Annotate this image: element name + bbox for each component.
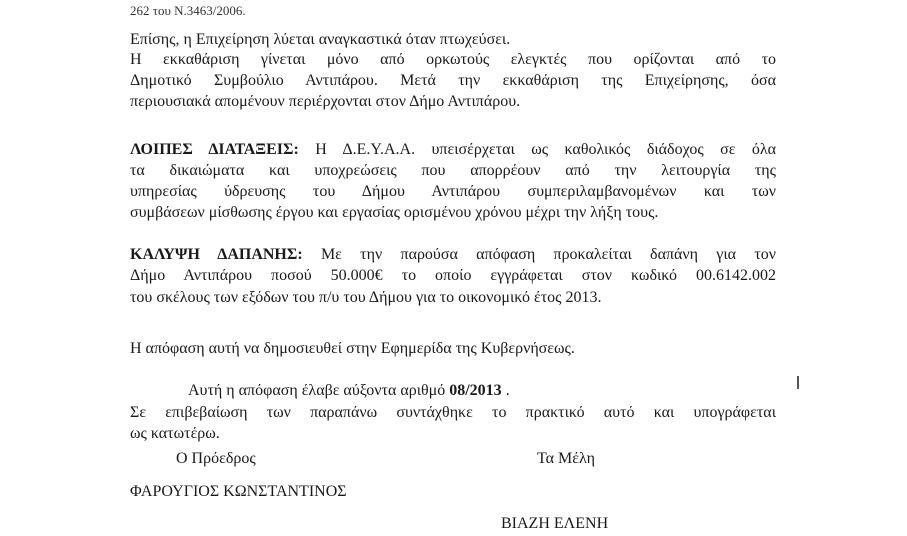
decision-line <box>188 381 688 401</box>
liquidation-line-2: Δημοτικό Συμβούλιο Αντιπάρου. Μετά την εκκαθάριση της Επιχείρησης, όσα <box>130 72 776 89</box>
liquidation-line-3: περιουσιακά απομένουν περιέρχονται στον Δήμο Αντιπάρου. <box>130 93 521 110</box>
liquidation-line-1: Η εκκαθάριση γίνεται μόνο από ορκωτούς ελεγκτές που ορίζονται από το <box>130 51 776 68</box>
scan-mark <box>797 376 799 389</box>
publication-line: Η απόφαση αυτή να δημοσιευθεί στην Εφημερίδα της Κυβερνήσεως. <box>130 340 575 357</box>
decision-text: Αυτή η απόφαση έλαβε αύξοντα αριθμό <box>188 382 446 399</box>
other-provisions-line-3: υπηρεσίας ύδρευσης του Δήμου Αντιπάρου συμπεριλαμβανομένων και των <box>130 183 776 200</box>
expense-coverage-line-2: Δήμο Αντιπάρου ποσού 50.000€ το οποίο εγγράφεται στον κωδικό 00.6142.002 <box>130 267 776 284</box>
expense-coverage-line-1 <box>130 245 776 265</box>
chair-label: Ο Πρόεδρος <box>176 450 256 467</box>
expense-coverage-line-3: του σκέλους των εξόδων του π/υ του Δήμου για το οικονομικό έτος 2013. <box>130 289 602 306</box>
other-provisions-line-1 <box>130 140 776 160</box>
members-label: Τα Μέλη <box>537 450 595 467</box>
other-provisions-heading: ΛΟΙΠΕΣ ΔΙΑΤΑΞΕΙΣ: <box>130 141 299 158</box>
other-provisions-line-2: τα δικαιώματα και υποχρεώσεις που απορρέουν από την λειτουργία της <box>130 162 776 179</box>
decision-number: 08/2013 <box>449 382 502 399</box>
member-name: ΒΙΑΖΗ ΕΛΕΝΗ <box>501 515 609 532</box>
confirmation-line-1: Σε επιβεβαίωση των παραπάνω συντάχθηκε το πρακτικό αυτό και υπογράφεται <box>130 404 776 421</box>
chair-name: ΦΑΡΟΥΓΙΟΣ ΚΩΝΣΤΑΝΤΙΝΟΣ <box>130 483 347 500</box>
top-fragment-line: 262 του Ν.3463/2006. <box>130 4 246 18</box>
confirmation-line-2: ως κατωτέρω. <box>130 425 220 442</box>
decision-end: . <box>505 382 510 399</box>
other-provisions-text: Η Δ.Ε.Υ.Α.Α. υπεισέρχεται ως καθολικός διάδοχος σε όλα <box>315 141 776 158</box>
bankruptcy-line: Επίσης, η Επιχείρηση λύεται αναγκαστικά όταν πτωχεύσει. <box>130 31 511 48</box>
expense-coverage-text: Με την παρούσα απόφαση προκαλείται δαπάνη για τον <box>320 246 776 263</box>
other-provisions-line-4: συμβάσεων μίσθωσης έργου και εργασίας ορισμένου χρόνου μέχρι την λήξη τους. <box>130 204 659 221</box>
expense-coverage-heading: ΚΑΛΥΨΗ ΔΑΠΑΝΗΣ: <box>130 246 303 263</box>
